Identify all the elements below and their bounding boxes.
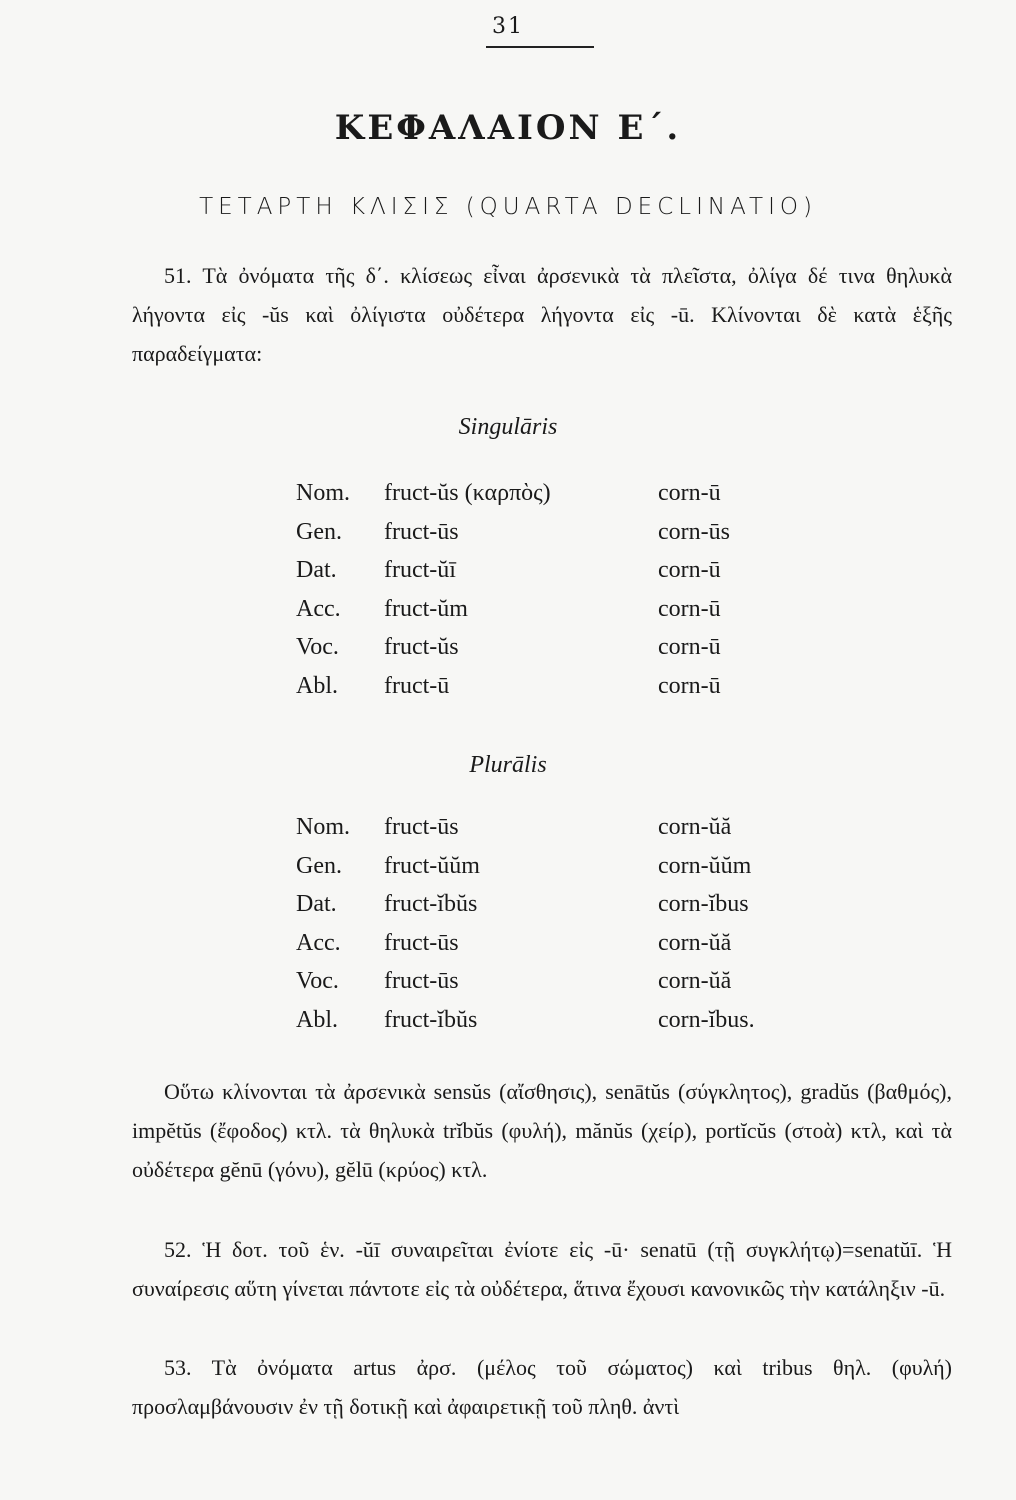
table-row [296,557,816,596]
table-row [296,930,816,969]
case-label: Gen. [296,518,342,545]
case-label: Nom. [296,814,350,840]
case-label: Acc. [296,929,341,956]
form-cornu: corn-ū [658,634,721,660]
form-cornu: corn-ĭbus [658,891,749,917]
table-row [296,891,816,930]
table-row [296,519,816,558]
table-row [296,673,816,712]
case-label: Voc. [296,968,339,994]
pluralis-table [296,814,816,1045]
form-fructus: fruct-ŭī [384,557,456,583]
form-cornu: corn-ū [658,480,721,506]
form-fructus: fruct-ū [384,672,450,699]
form-cornu: corn-ĭbus. [658,1006,755,1033]
section-title: ΤΕΤΑΡΤΗ ΚΛΙΣΙΣ (QUARTA DECLINATIO) [199,194,817,220]
form-fructus: fruct-ūs [384,814,459,840]
table-row [296,596,816,635]
form-cornu: corn-ū [658,557,721,583]
paragraph-52-text: 52. Ἡ δοτ. τοῦ ἑν. -ŭī συναιρεῖται ἐνίοτε εἰς -ū· senatū (τῇ συγκλήτῳ)=senatŭī. Ἡ συναίρεσις αὕτη γίνεται πάντοτε εἰς τὰ οὐδέτερα, ἅτινα ἔχουσι κανονικῶς τὴν κατάληξιν -ū. [132,1237,952,1301]
page-number: 31 [492,14,524,39]
singularis-heading: Singulāris [458,414,558,440]
paragraph-outo [132,1072,952,1189]
form-fructus: fruct-ĭbŭs [384,891,478,917]
case-label: Acc. [296,595,341,622]
form-fructus: fruct-ŭs (καρπὸς) [384,480,551,506]
form-fructus: fruct-ūs [384,518,459,545]
form-cornu: corn-ŭŭm [658,852,752,879]
table-row [296,814,816,853]
form-fructus: fruct-ŭm [384,595,468,622]
table-row [296,853,816,892]
case-label: Dat. [296,557,337,583]
paragraph-53-text: 53. Τὰ ὀνόματα artus ἀρσ. (μέλος τοῦ σώματος) καὶ tribus θηλ. (φυλή) προσλαμβάνουσιν ἐν τῇ δοτικῇ καὶ ἀφαιρετικῇ τοῦ πληθ. ἀντὶ [132,1355,952,1419]
paragraph-51 [132,256,952,373]
table-row [296,480,816,519]
form-cornu: corn-ŭă [658,968,732,994]
form-cornu: corn-ū [658,595,721,622]
page-number-rule [486,46,594,48]
table-row [296,634,816,673]
table-row [296,1007,816,1046]
form-fructus: fruct-ŭs [384,634,459,660]
form-cornu: corn-ŭă [658,814,732,840]
case-label: Abl. [296,672,338,699]
form-cornu: corn-ŭă [658,929,732,956]
form-cornu: corn-ūs [658,518,730,545]
form-fructus: fruct-ĭbŭs [384,1006,478,1033]
paragraph-52 [132,1230,952,1308]
case-label: Gen. [296,852,342,879]
paragraph-53 [132,1348,952,1426]
pluralis-heading: Plurālis [469,752,547,778]
case-label: Voc. [296,634,339,660]
paragraph-51-text: 51. Τὰ ὀνόματα τῆς δ΄. κλίσεως εἶναι ἀρσενικὰ τὰ πλεῖστα, ὀλίγα δέ τινα θηλυκὰ λήγοντα εἰς -ŭs καὶ ὀλίγιστα οὐδέτερα λήγοντα εἰς -ū. Κλίνονται δὲ κατὰ ἑξῆς παραδείγματα: [132,263,952,366]
form-fructus: fruct-ŭŭm [384,852,480,879]
singularis-table [296,480,816,711]
case-label: Abl. [296,1006,338,1033]
case-label: Nom. [296,480,350,506]
form-fructus: fruct-ūs [384,929,459,956]
table-row [296,968,816,1007]
chapter-title: ΚΕΦΑΛΑΙΟΝ Ε΄. [334,108,682,148]
form-cornu: corn-ū [658,672,721,699]
case-label: Dat. [296,891,337,917]
paragraph-outo-text: Οὕτω κλίνονται τὰ ἀρσενικὰ sensŭs (αἴσθησις), senātŭs (σύγκλητος), gradŭs (βαθμός), impĕtŭs (ἔφοδος) κτλ. τὰ θηλυκὰ trĭbŭs (φυλή), mănŭs (χείρ), portĭcŭs (στοὰ) κτλ, καὶ τὰ οὐδέτερα gĕnū (γόνυ), gĕlū (κρύος) κτλ. [132,1079,952,1182]
form-fructus: fruct-ūs [384,968,459,994]
